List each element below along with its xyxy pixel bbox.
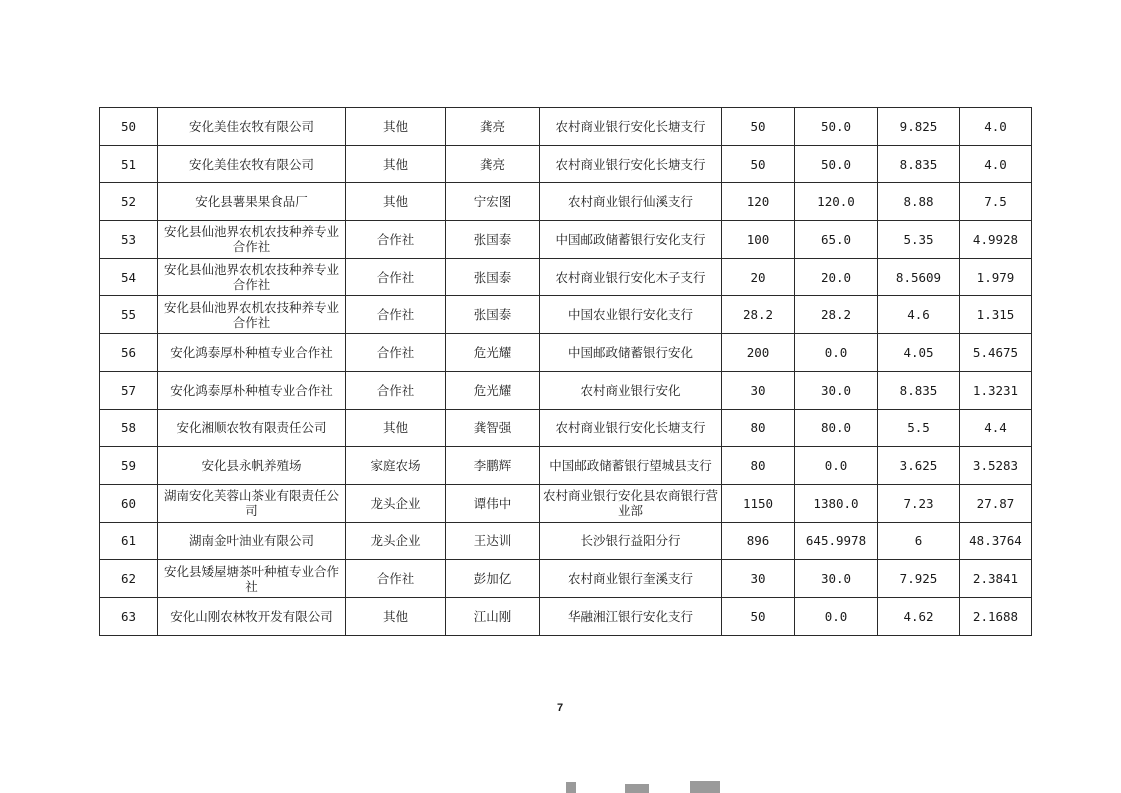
table-row [100, 560, 1032, 598]
cell-value-2: 0.0 [795, 447, 878, 485]
cell-value-1: 28.2 [722, 296, 795, 334]
cell-row-number: 54 [100, 258, 158, 296]
table-row [100, 484, 1032, 522]
table-row [100, 221, 1032, 259]
cell-bank: 中国邮政储蓄银行望城县支行 [540, 447, 722, 485]
cell-legal-person: 李鹏辉 [446, 447, 540, 485]
cell-bank: 农村商业银行仙溪支行 [540, 183, 722, 221]
table-row [100, 145, 1032, 183]
cell-value-3: 4.6 [878, 296, 960, 334]
cell-entity-name: 湖南金叶油业有限公司 [158, 522, 346, 560]
cell-value-1: 30 [722, 371, 795, 409]
cell-legal-person: 宁宏图 [446, 183, 540, 221]
scan-artifact [690, 781, 720, 793]
cell-value-4: 2.1688 [960, 597, 1032, 635]
cell-value-3: 8.88 [878, 183, 960, 221]
cell-value-1: 30 [722, 560, 795, 598]
cell-entity-name: 安化县仙池界农机农技种养专业合作社 [158, 221, 346, 259]
cell-value-2: 1380.0 [795, 484, 878, 522]
cell-entity-name: 安化湘顺农牧有限责任公司 [158, 409, 346, 447]
cell-value-4: 27.87 [960, 484, 1032, 522]
cell-value-3: 5.35 [878, 221, 960, 259]
cell-row-number: 55 [100, 296, 158, 334]
cell-value-2: 28.2 [795, 296, 878, 334]
cell-value-3: 8.835 [878, 145, 960, 183]
cell-value-1: 20 [722, 258, 795, 296]
cell-entity-name: 安化鸿泰厚朴种植专业合作社 [158, 334, 346, 372]
cell-entity-name: 安化县永帆养殖场 [158, 447, 346, 485]
cell-bank: 中国农业银行安化支行 [540, 296, 722, 334]
cell-row-number: 63 [100, 597, 158, 635]
cell-value-3: 8.835 [878, 371, 960, 409]
cell-value-1: 80 [722, 409, 795, 447]
cell-value-1: 50 [722, 108, 795, 146]
cell-value-2: 0.0 [795, 597, 878, 635]
cell-value-2: 30.0 [795, 560, 878, 598]
cell-value-1: 120 [722, 183, 795, 221]
cell-value-2: 30.0 [795, 371, 878, 409]
cell-entity-name: 安化美佳农牧有限公司 [158, 145, 346, 183]
table-row [100, 183, 1032, 221]
cell-entity-type: 其他 [346, 409, 446, 447]
cell-value-3: 4.05 [878, 334, 960, 372]
cell-row-number: 62 [100, 560, 158, 598]
cell-entity-type: 合作社 [346, 560, 446, 598]
cell-value-3: 7.23 [878, 484, 960, 522]
cell-legal-person: 张国泰 [446, 296, 540, 334]
cell-value-4: 4.0 [960, 145, 1032, 183]
cell-entity-type: 合作社 [346, 296, 446, 334]
table-row [100, 447, 1032, 485]
cell-value-3: 6 [878, 522, 960, 560]
cell-value-1: 200 [722, 334, 795, 372]
cell-entity-name: 安化鸿泰厚朴种植专业合作社 [158, 371, 346, 409]
cell-value-4: 1.979 [960, 258, 1032, 296]
cell-legal-person: 彭加亿 [446, 560, 540, 598]
cell-row-number: 61 [100, 522, 158, 560]
cell-entity-type: 其他 [346, 145, 446, 183]
cell-value-4: 1.3231 [960, 371, 1032, 409]
table-row [100, 108, 1032, 146]
table-row [100, 597, 1032, 635]
table-row [100, 371, 1032, 409]
cell-entity-type: 其他 [346, 597, 446, 635]
cell-value-4: 4.4 [960, 409, 1032, 447]
table-row [100, 409, 1032, 447]
cell-entity-name: 湖南安化芙蓉山茶业有限责任公司 [158, 484, 346, 522]
cell-value-1: 100 [722, 221, 795, 259]
cell-value-3: 5.5 [878, 409, 960, 447]
cell-entity-type: 合作社 [346, 334, 446, 372]
cell-legal-person: 张国泰 [446, 258, 540, 296]
cell-entity-type: 合作社 [346, 258, 446, 296]
cell-entity-name: 安化县仙池界农机农技种养专业合作社 [158, 258, 346, 296]
cell-value-2: 645.9978 [795, 522, 878, 560]
cell-value-1: 50 [722, 597, 795, 635]
cell-legal-person: 龚亮 [446, 145, 540, 183]
cell-legal-person: 谭伟中 [446, 484, 540, 522]
cell-bank: 长沙银行益阳分行 [540, 522, 722, 560]
cell-row-number: 53 [100, 221, 158, 259]
cell-value-2: 65.0 [795, 221, 878, 259]
cell-value-4: 4.0 [960, 108, 1032, 146]
cell-entity-type: 合作社 [346, 371, 446, 409]
scan-artifact [566, 782, 576, 793]
cell-bank: 农村商业银行安化 [540, 371, 722, 409]
cell-legal-person: 龚亮 [446, 108, 540, 146]
cell-bank: 中国邮政储蓄银行安化支行 [540, 221, 722, 259]
cell-value-3: 7.925 [878, 560, 960, 598]
cell-row-number: 51 [100, 145, 158, 183]
cell-bank: 农村商业银行安化县农商银行营业部 [540, 484, 722, 522]
cell-entity-type: 合作社 [346, 221, 446, 259]
cell-value-1: 896 [722, 522, 795, 560]
cell-row-number: 57 [100, 371, 158, 409]
cell-bank: 农村商业银行安化长塘支行 [540, 409, 722, 447]
cell-entity-type: 其他 [346, 183, 446, 221]
cell-row-number: 50 [100, 108, 158, 146]
cell-value-1: 1150 [722, 484, 795, 522]
cell-legal-person: 危光耀 [446, 371, 540, 409]
cell-row-number: 59 [100, 447, 158, 485]
cell-row-number: 56 [100, 334, 158, 372]
table-row [100, 334, 1032, 372]
cell-value-2: 120.0 [795, 183, 878, 221]
cell-legal-person: 危光耀 [446, 334, 540, 372]
cell-value-4: 3.5283 [960, 447, 1032, 485]
cell-legal-person: 张国泰 [446, 221, 540, 259]
cell-legal-person: 江山刚 [446, 597, 540, 635]
table-row [100, 522, 1032, 560]
cell-value-1: 80 [722, 447, 795, 485]
cell-value-4: 5.4675 [960, 334, 1032, 372]
cell-bank: 农村商业银行奎溪支行 [540, 560, 722, 598]
cell-value-4: 7.5 [960, 183, 1032, 221]
cell-entity-name: 安化县仙池界农机农技种养专业合作社 [158, 296, 346, 334]
loan-table [99, 107, 1032, 636]
cell-entity-name: 安化美佳农牧有限公司 [158, 108, 346, 146]
cell-entity-name: 安化山刚农林牧开发有限公司 [158, 597, 346, 635]
cell-value-2: 20.0 [795, 258, 878, 296]
cell-value-4: 4.9928 [960, 221, 1032, 259]
cell-value-3: 4.62 [878, 597, 960, 635]
table-row [100, 296, 1032, 334]
cell-bank: 农村商业银行安化长塘支行 [540, 108, 722, 146]
cell-entity-type: 龙头企业 [346, 522, 446, 560]
cell-value-3: 9.825 [878, 108, 960, 146]
cell-bank: 农村商业银行安化长塘支行 [540, 145, 722, 183]
page-number: 7 [556, 702, 564, 714]
cell-value-4: 48.3764 [960, 522, 1032, 560]
cell-bank: 农村商业银行安化木子支行 [540, 258, 722, 296]
cell-value-2: 50.0 [795, 108, 878, 146]
scan-artifact [625, 784, 649, 793]
cell-entity-type: 龙头企业 [346, 484, 446, 522]
cell-entity-type: 家庭农场 [346, 447, 446, 485]
cell-row-number: 52 [100, 183, 158, 221]
table-row [100, 258, 1032, 296]
cell-value-4: 2.3841 [960, 560, 1032, 598]
cell-value-2: 50.0 [795, 145, 878, 183]
cell-value-2: 80.0 [795, 409, 878, 447]
table-body [100, 108, 1032, 636]
cell-entity-type: 其他 [346, 108, 446, 146]
cell-bank: 中国邮政储蓄银行安化 [540, 334, 722, 372]
cell-entity-name: 安化县矮屋塘茶叶种植专业合作社 [158, 560, 346, 598]
cell-row-number: 58 [100, 409, 158, 447]
cell-value-1: 50 [722, 145, 795, 183]
cell-legal-person: 龚智强 [446, 409, 540, 447]
cell-value-3: 3.625 [878, 447, 960, 485]
cell-row-number: 60 [100, 484, 158, 522]
cell-value-2: 0.0 [795, 334, 878, 372]
cell-value-4: 1.315 [960, 296, 1032, 334]
cell-legal-person: 王达训 [446, 522, 540, 560]
cell-value-3: 8.5609 [878, 258, 960, 296]
cell-entity-name: 安化县薯果果食品厂 [158, 183, 346, 221]
cell-bank: 华融湘江银行安化支行 [540, 597, 722, 635]
